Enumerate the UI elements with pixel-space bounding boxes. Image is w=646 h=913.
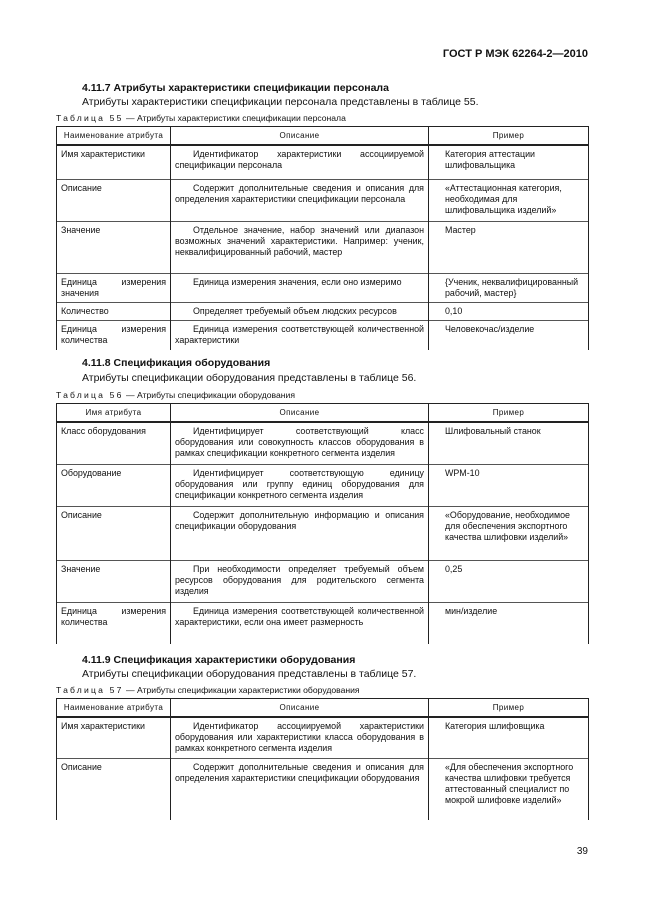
attribute-name: Описание xyxy=(57,758,171,820)
table-row xyxy=(57,464,589,506)
attribute-example: Шлифовальный станок xyxy=(429,422,589,464)
section-title: 4.11.9 Спецификация характеристики оборудования xyxy=(82,654,356,666)
table-row xyxy=(57,602,589,644)
table-row xyxy=(57,560,589,602)
attribute-name: Описание xyxy=(57,506,171,560)
attribute-description: Содержит дополнительные сведения и описания для определения характеристики спецификации оборудования xyxy=(171,758,429,820)
attribute-description: Определяет требуемый объем людских ресурсов xyxy=(171,302,429,320)
attribute-description: Отдельное значение, набор значений или диапазон возможных значений характеристики. Например: ученик, неквалифицированный рабочий, мастер xyxy=(171,221,429,273)
table-row xyxy=(57,302,589,320)
page-number: 39 xyxy=(576,846,588,857)
column-header: Наименование атрибута xyxy=(57,699,171,718)
attribute-example: Категория аттестации шлифовальщика xyxy=(429,145,589,179)
table-caption-text: — Атрибуты характеристики спецификации персонала xyxy=(123,113,346,123)
attribute-example: Человекочас/изделие xyxy=(429,321,589,350)
table-row xyxy=(57,422,589,464)
table-row xyxy=(57,273,589,302)
table-56 xyxy=(56,403,589,644)
column-header: Пример xyxy=(429,404,589,423)
table-caption-label: Таблица 56 xyxy=(56,390,124,400)
attribute-description: Идентифицирует соответствующий класс оборудования или совокупность классов оборудования в рамках спецификации конкретного сегмента изделия xyxy=(171,422,429,464)
attribute-description: Идентификатор характеристики ассоциируемой спецификации персонала xyxy=(171,145,429,179)
attribute-example: 0,10 xyxy=(429,302,589,320)
table-caption-label: Таблица 57 xyxy=(56,685,124,695)
attribute-example: Мастер xyxy=(429,221,589,273)
section-intro: Атрибуты спецификации оборудования представлены в таблице 56. xyxy=(82,372,417,384)
column-header: Описание xyxy=(171,404,429,423)
attribute-name: Оборудование xyxy=(57,464,171,506)
section-title: 4.11.7 Атрибуты характеристики спецификации персонала xyxy=(82,82,389,94)
table-row xyxy=(57,758,589,820)
table-caption-text: — Атрибуты спецификации характеристики оборудования xyxy=(123,685,360,695)
document-header: ГОСТ Р МЭК 62264-2—2010 xyxy=(442,48,588,60)
attribute-name: Единица измерения количества xyxy=(57,321,171,350)
column-header: Имя атрибута xyxy=(57,404,171,423)
attribute-description: При необходимости определяет требуемый объем ресурсов оборудования для родительского сегмента изделия xyxy=(171,560,429,602)
table-row xyxy=(57,179,589,221)
table-caption xyxy=(56,113,346,123)
attribute-name: Имя характеристики xyxy=(57,717,171,758)
attribute-description: Единица измерения соответствующей количественной характеристики xyxy=(171,321,429,350)
table-row xyxy=(57,506,589,560)
attribute-example: мин/изделие xyxy=(429,602,589,644)
attribute-example: WPM-10 xyxy=(429,464,589,506)
column-header: Наименование атрибута xyxy=(57,127,171,146)
attribute-name: Имя характеристики xyxy=(57,145,171,179)
table-caption-text: — Атрибуты спецификации оборудования xyxy=(123,390,295,400)
table-caption-label: Таблица 55 xyxy=(56,113,124,123)
attribute-description: Идентифицирует соответствующую единицу оборудования или группу единиц оборудования для спецификации конкретного сегмента изделия xyxy=(171,464,429,506)
attribute-example: {Ученик, неквалифицированный рабочий, мастер} xyxy=(429,273,589,302)
attribute-name: Единица измерения значения xyxy=(57,273,171,302)
attribute-description: Единица измерения соответствующей количественной характеристики, если она имеет размерность xyxy=(171,602,429,644)
attribute-name: Значение xyxy=(57,221,171,273)
attribute-description: Содержит дополнительную информацию и описания спецификации оборудования xyxy=(171,506,429,560)
table-row xyxy=(57,221,589,273)
table-caption xyxy=(56,390,295,400)
attribute-example: 0,25 xyxy=(429,560,589,602)
table-row xyxy=(57,321,589,350)
attribute-example: «Аттестационная категория, необходимая для шлифовальщика изделий» xyxy=(429,179,589,221)
attribute-name: Единица измерения количества xyxy=(57,602,171,644)
attribute-example: «Для обеспечения экспортного качества шлифовки требуется аттестованный специалист по мокрой шлифовке изделий» xyxy=(429,758,589,820)
column-header: Пример xyxy=(429,127,589,146)
table-row xyxy=(57,717,589,758)
section-title: 4.11.8 Спецификация оборудования xyxy=(82,357,271,369)
attribute-description: Содержит дополнительные сведения и описания для определения характеристики спецификации персонала xyxy=(171,179,429,221)
column-header: Описание xyxy=(171,699,429,718)
table-caption xyxy=(56,685,360,695)
table-55 xyxy=(56,126,589,350)
attribute-name: Описание xyxy=(57,179,171,221)
section-intro: Атрибуты спецификации оборудования представлены в таблице 57. xyxy=(82,668,417,680)
column-header: Пример xyxy=(429,699,589,718)
attribute-description: Идентификатор ассоциируемой характеристики оборудования или характеристики класса оборудования в рамках конкретного сегмента изделия xyxy=(171,717,429,758)
attribute-example: «Оборудование, необходимое для обеспечения экспортного качества шлифовки изделий» xyxy=(429,506,589,560)
column-header: Описание xyxy=(171,127,429,146)
table-row xyxy=(57,145,589,179)
attribute-example: Категория шлифовщика xyxy=(429,717,589,758)
attribute-name: Количество xyxy=(57,302,171,320)
attribute-name: Класс оборудования xyxy=(57,422,171,464)
table-57 xyxy=(56,698,589,820)
attribute-description: Единица измерения значения, если оно измеримо xyxy=(171,273,429,302)
section-intro: Атрибуты характеристики спецификации персонала представлены в таблице 55. xyxy=(82,96,479,108)
attribute-name: Значение xyxy=(57,560,171,602)
